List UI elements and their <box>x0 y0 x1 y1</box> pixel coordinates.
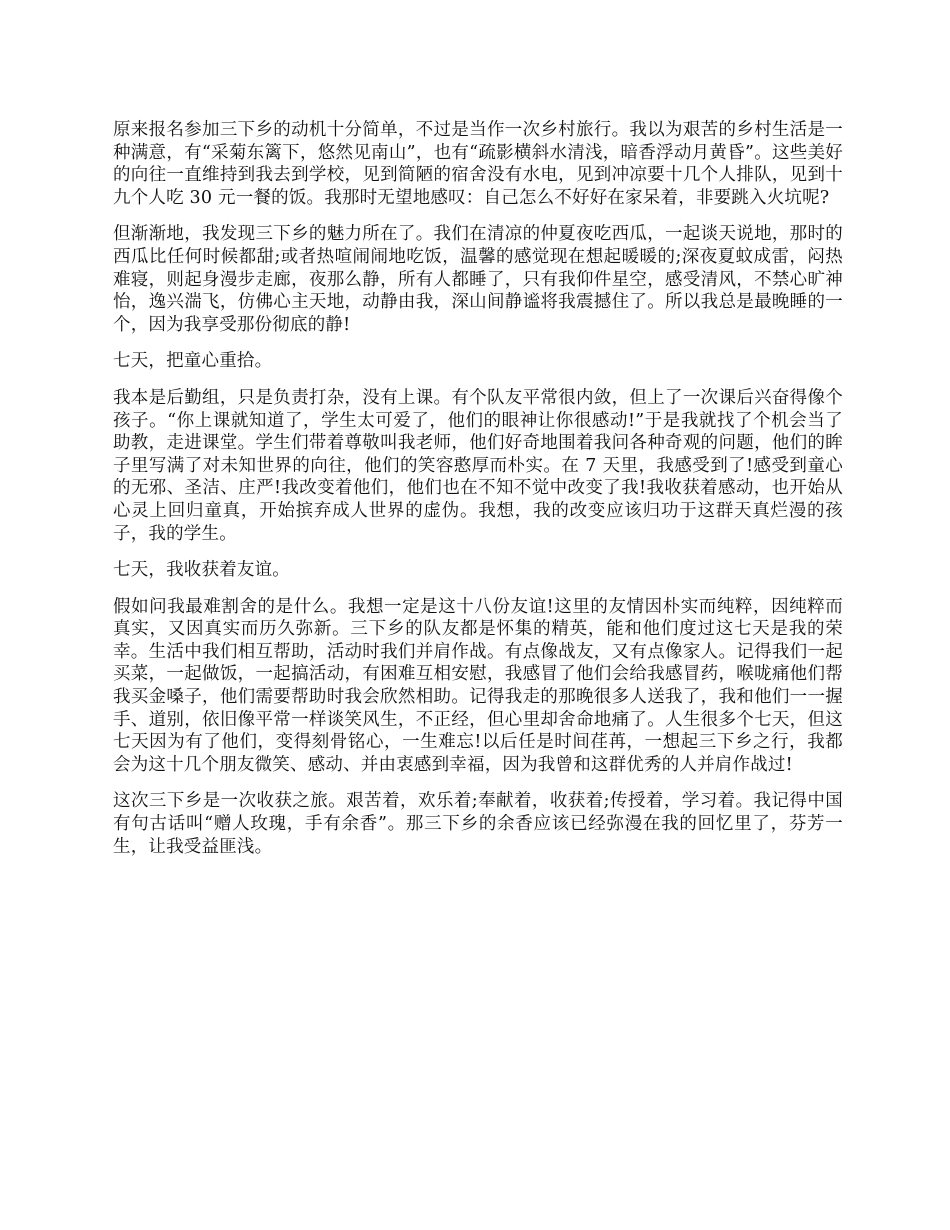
document-body <box>113 119 843 872</box>
paragraph-teaching: 我本是后勤组，只是负责打杂，没有上课。有个队友平常很内敛，但上了一次课后兴奋得像个孩子。“你上课就知道了，学生太可爱了，他们的眼神让你很感动!”于是我就找了个机会当了助教，走进课堂。学生们带着尊敬叫我老师，他们好奇地围着我问各种奇观的问题，他们的眸子里写满了对未知世界的向往，他们的笑容憨厚而朴实。在 7 天里，我感受到了!感受到童心的无邪、圣洁、庄严!我改变着他们，他们也在不知不觉中改变了我!我收获着感动，也开始从心灵上回归童真，开始摈弃成人世界的虚伪。我想，我的改变应该归功于这群天真烂漫的孩子，我的学生。 <box>113 387 843 544</box>
heading-friendship: 七天，我收获着友谊。 <box>113 560 290 581</box>
paragraph-charm: 但渐渐地，我发现三下乡的魅力所在了。我们在清凉的仲夏夜吃西瓜，一起谈天说地，那时的西瓜比任何时候都甜;或者热喧闹闹地吃饭，温馨的感觉现在想起暖暖的;深夜夏蚊成雷，闷热难寝，则起身漫步走廊，夜那么静，所有人都睡了，只有我仰件星空，感受清风，不禁心旷神怡，逸兴湍飞，仿佛心主天地，动静由我，深山间静谧将我震撼住了。所以我总是最晚睡的一个，因为我享受那份彻底的静! <box>113 224 843 335</box>
heading-childlike-heart: 七天，把童心重拾。 <box>113 351 273 372</box>
paragraph-friendship: 假如问我最难割舍的是什么。我想一定是这十八份友谊!这里的友情因朴实而纯粹，因纯粹而真实，又因真实而历久弥新。三下乡的队友都是怀集的精英，能和他们度过这七天是我的荣幸。生活中我们相互帮助，活动时我们并肩作战。有点像战友，又有点像家人。记得我们一起买菜，一起做饭，一起搞活动，有困难互相安慰，我感冒了他们会给我感冒药，喉咙痛他们帮我买金嗓子，他们需要帮助时我会欣然相助。记得我走的那晚很多人送我了，我和他们一一握手、道别，依旧像平常一样谈笑风生，不正经，但心里却舍命地痛了。人生很多个七天，但这七天因为有了他们，变得刻骨铭心，一生难忘!以后任是时间荏苒，一想起三下乡之行，我都会为这十几个朋友微笑、感动、并由衷感到幸福，因为我曾和这群优秀的人并肩作战过! <box>113 596 843 775</box>
paragraph-motivation: 原来报名参加三下乡的动机十分简单，不过是当作一次乡村旅行。我以为艰苦的乡村生活是一种满意，有“采菊东篱下，悠然见南山”，也有“疏影横斜水清浅，暗香浮动月黄昏”。这些美好的向往一直维持到我去到学校，见到简陋的宿舍没有水电，见到冲凉要十几个人排队，见到十九个人吃 30 元一餐的饭。我那时无望地感叹：自己怎么不好好在家呆着，非要跳入火坑呢? <box>113 120 843 208</box>
paragraph-conclusion: 这次三下乡是一次收获之旅。艰苦着，欢乐着;奉献着，收获着;传授着，学习着。我记得中国有句古话叫“赠人玫瑰，手有余香”。那三下乡的余香应该已经弥漫在我的回忆里了，芬芳一生，让我受益匪浅。 <box>113 791 843 857</box>
